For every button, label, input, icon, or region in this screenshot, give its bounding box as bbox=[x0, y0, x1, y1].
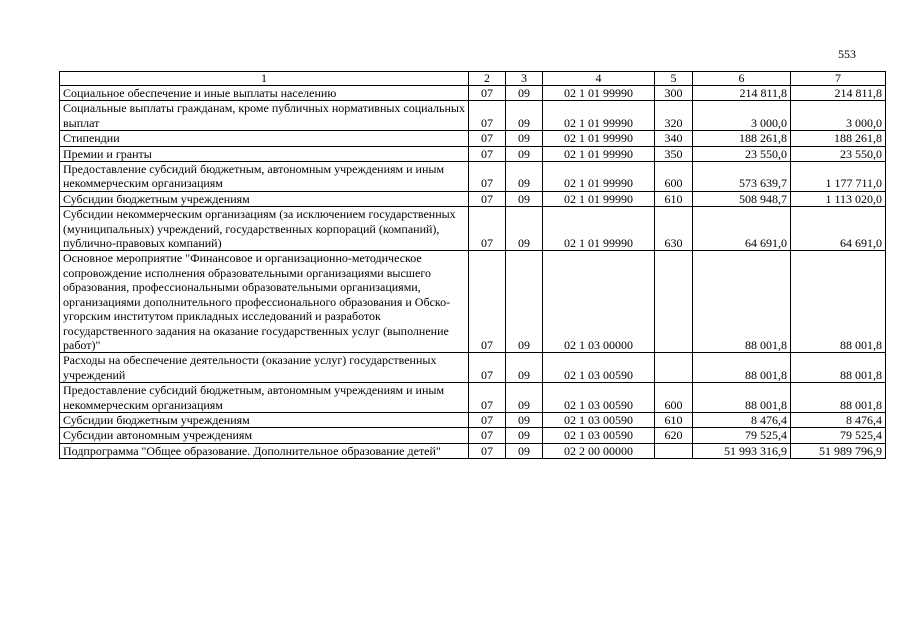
target-article-cell: 02 1 01 99990 bbox=[543, 101, 655, 131]
row-name-cell: Основное мероприятие "Финансовое и организационно-методическое сопровождение исполнения образовательными организациями высшего образования, профессиональными образовательными организациями, организациями дополнительного профессионального образования и Обско-угорским институтом прикладных исследований и разработок государственного задания на оказание государственных услуг (выполнение работ)" bbox=[60, 251, 469, 353]
subsection-cell: 09 bbox=[506, 412, 543, 427]
row-name-cell: Субсидии автономным учреждениям bbox=[60, 428, 469, 443]
amount-year2-cell: 188 261,8 bbox=[791, 131, 886, 146]
target-article-cell: 02 1 03 00000 bbox=[543, 251, 655, 353]
table-row bbox=[60, 146, 886, 161]
amount-year2-cell: 214 811,8 bbox=[791, 86, 886, 101]
target-article-cell: 02 2 00 00000 bbox=[543, 443, 655, 458]
target-article-cell: 02 1 03 00590 bbox=[543, 353, 655, 383]
row-name-cell: Стипендии bbox=[60, 131, 469, 146]
amount-year2-cell: 88 001,8 bbox=[791, 383, 886, 413]
row-name-cell: Подпрограмма "Общее образование. Дополнительное образование детей" bbox=[60, 443, 469, 458]
target-article-cell: 02 1 03 00590 bbox=[543, 428, 655, 443]
table-row bbox=[60, 383, 886, 413]
subsection-cell: 09 bbox=[506, 146, 543, 161]
section-cell: 07 bbox=[469, 383, 506, 413]
table-row bbox=[60, 191, 886, 206]
table-header-row bbox=[60, 72, 886, 86]
row-name-cell: Субсидии некоммерческим организациям (за исключением государственных (муниципальных) учреждений, государственных корпораций (компаний), публично-правовых компаний) bbox=[60, 207, 469, 251]
section-cell: 07 bbox=[469, 101, 506, 131]
target-article-cell: 02 1 01 99990 bbox=[543, 191, 655, 206]
row-name-cell: Предоставление субсидий бюджетным, автономным учреждениям и иным некоммерческим организациям bbox=[60, 162, 469, 192]
row-name-cell: Социальное обеспечение и иные выплаты населению bbox=[60, 86, 469, 101]
row-name-cell: Субсидии бюджетным учреждениям bbox=[60, 191, 469, 206]
subsection-cell: 09 bbox=[506, 443, 543, 458]
target-article-cell: 02 1 01 99990 bbox=[543, 131, 655, 146]
subsection-cell: 09 bbox=[506, 383, 543, 413]
page-number: 553 bbox=[838, 47, 856, 61]
amount-year1-cell: 508 948,7 bbox=[693, 191, 791, 206]
target-article-cell: 02 1 01 99990 bbox=[543, 162, 655, 192]
section-cell: 07 bbox=[469, 428, 506, 443]
header-cell-5: 5 bbox=[655, 72, 693, 86]
amount-year1-cell: 23 550,0 bbox=[693, 146, 791, 161]
row-name-cell: Предоставление субсидий бюджетным, автономным учреждениям и иным некоммерческим организациям bbox=[60, 383, 469, 413]
expense-type-cell bbox=[655, 251, 693, 353]
subsection-cell: 09 bbox=[506, 162, 543, 192]
subsection-cell: 09 bbox=[506, 353, 543, 383]
expense-type-cell: 610 bbox=[655, 412, 693, 427]
expense-type-cell: 630 bbox=[655, 207, 693, 251]
table-row bbox=[60, 443, 886, 458]
header-cell-1: 1 bbox=[60, 72, 469, 86]
row-name-cell: Премии и гранты bbox=[60, 146, 469, 161]
amount-year2-cell: 1 177 711,0 bbox=[791, 162, 886, 192]
section-cell: 07 bbox=[469, 131, 506, 146]
amount-year1-cell: 88 001,8 bbox=[693, 251, 791, 353]
amount-year2-cell: 79 525,4 bbox=[791, 428, 886, 443]
section-cell: 07 bbox=[469, 191, 506, 206]
amount-year2-cell: 88 001,8 bbox=[791, 353, 886, 383]
header-cell-6: 6 bbox=[693, 72, 791, 86]
expense-type-cell: 300 bbox=[655, 86, 693, 101]
header-cell-2: 2 bbox=[469, 72, 506, 86]
subsection-cell: 09 bbox=[506, 131, 543, 146]
amount-year1-cell: 573 639,7 bbox=[693, 162, 791, 192]
table-row bbox=[60, 131, 886, 146]
amount-year2-cell: 8 476,4 bbox=[791, 412, 886, 427]
section-cell: 07 bbox=[469, 412, 506, 427]
amount-year2-cell: 1 113 020,0 bbox=[791, 191, 886, 206]
table-row bbox=[60, 101, 886, 131]
expense-type-cell: 610 bbox=[655, 191, 693, 206]
section-cell: 07 bbox=[469, 443, 506, 458]
target-article-cell: 02 1 01 99990 bbox=[543, 86, 655, 101]
subsection-cell: 09 bbox=[506, 251, 543, 353]
expense-type-cell: 350 bbox=[655, 146, 693, 161]
subsection-cell: 09 bbox=[506, 191, 543, 206]
subsection-cell: 09 bbox=[506, 86, 543, 101]
table-row bbox=[60, 207, 886, 251]
amount-year2-cell: 23 550,0 bbox=[791, 146, 886, 161]
row-name-cell: Социальные выплаты гражданам, кроме публичных нормативных социальных выплат bbox=[60, 101, 469, 131]
row-name-cell: Субсидии бюджетным учреждениям bbox=[60, 412, 469, 427]
section-cell: 07 bbox=[469, 162, 506, 192]
section-cell: 07 bbox=[469, 146, 506, 161]
expense-type-cell bbox=[655, 353, 693, 383]
section-cell: 07 bbox=[469, 86, 506, 101]
amount-year1-cell: 8 476,4 bbox=[693, 412, 791, 427]
target-article-cell: 02 1 01 99990 bbox=[543, 207, 655, 251]
table-row bbox=[60, 162, 886, 192]
target-article-cell: 02 1 01 99990 bbox=[543, 146, 655, 161]
amount-year1-cell: 64 691,0 bbox=[693, 207, 791, 251]
header-cell-7: 7 bbox=[791, 72, 886, 86]
amount-year1-cell: 51 993 316,9 bbox=[693, 443, 791, 458]
expense-type-cell: 340 bbox=[655, 131, 693, 146]
amount-year1-cell: 3 000,0 bbox=[693, 101, 791, 131]
amount-year2-cell: 3 000,0 bbox=[791, 101, 886, 131]
amount-year2-cell: 51 989 796,9 bbox=[791, 443, 886, 458]
target-article-cell: 02 1 03 00590 bbox=[543, 383, 655, 413]
expense-type-cell: 600 bbox=[655, 162, 693, 192]
target-article-cell: 02 1 03 00590 bbox=[543, 412, 655, 427]
expense-type-cell bbox=[655, 443, 693, 458]
section-cell: 07 bbox=[469, 251, 506, 353]
table-row bbox=[60, 353, 886, 383]
expense-type-cell: 620 bbox=[655, 428, 693, 443]
table-row bbox=[60, 428, 886, 443]
subsection-cell: 09 bbox=[506, 207, 543, 251]
table-row bbox=[60, 412, 886, 427]
expense-type-cell: 320 bbox=[655, 101, 693, 131]
amount-year1-cell: 188 261,8 bbox=[693, 131, 791, 146]
amount-year1-cell: 88 001,8 bbox=[693, 383, 791, 413]
amount-year2-cell: 64 691,0 bbox=[791, 207, 886, 251]
subsection-cell: 09 bbox=[506, 428, 543, 443]
header-cell-3: 3 bbox=[506, 72, 543, 86]
subsection-cell: 09 bbox=[506, 101, 543, 131]
table-row bbox=[60, 251, 886, 353]
table-row bbox=[60, 86, 886, 101]
row-name-cell: Расходы на обеспечение деятельности (оказание услуг) государственных учреждений bbox=[60, 353, 469, 383]
section-cell: 07 bbox=[469, 353, 506, 383]
section-cell: 07 bbox=[469, 207, 506, 251]
header-cell-4: 4 bbox=[543, 72, 655, 86]
amount-year1-cell: 214 811,8 bbox=[693, 86, 791, 101]
amount-year2-cell: 88 001,8 bbox=[791, 251, 886, 353]
expense-type-cell: 600 bbox=[655, 383, 693, 413]
amount-year1-cell: 88 001,8 bbox=[693, 353, 791, 383]
amount-year1-cell: 79 525,4 bbox=[693, 428, 791, 443]
budget-table bbox=[59, 71, 886, 459]
